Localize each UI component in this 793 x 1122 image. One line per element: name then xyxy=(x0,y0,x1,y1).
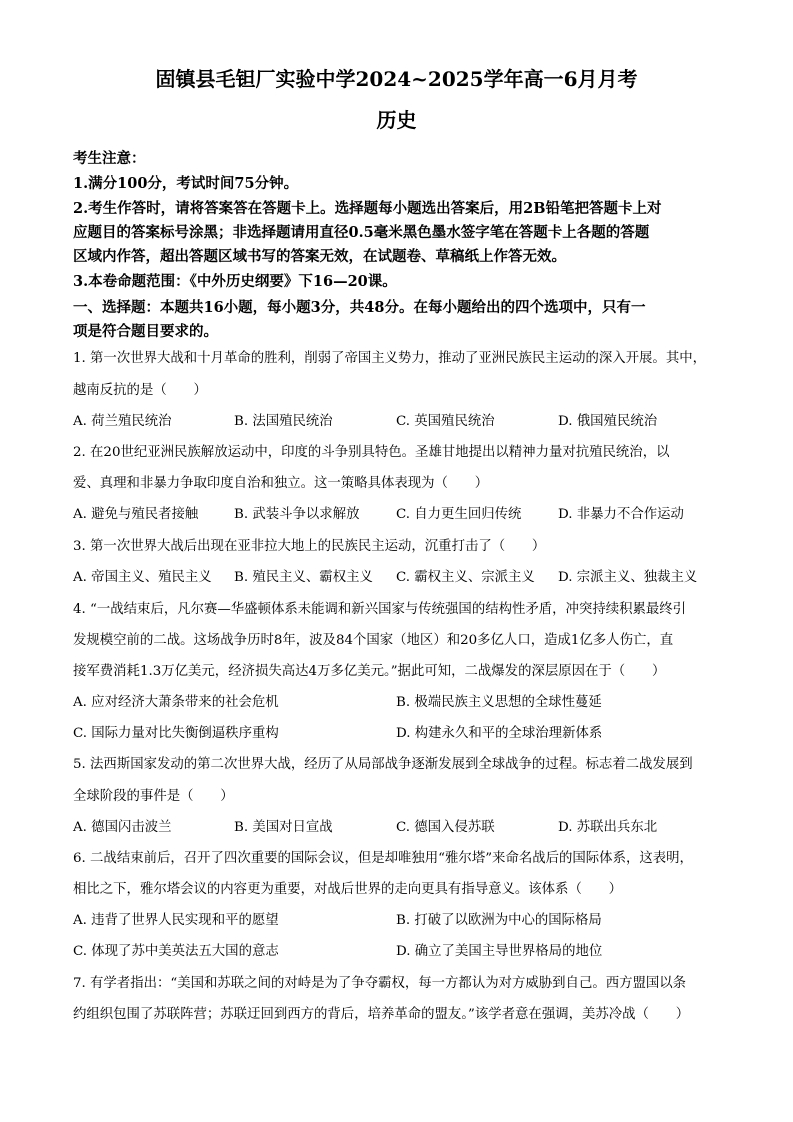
question-text: 爱、真理和非暴力争取印度自治和独立。这一策略具体表现为（ ） xyxy=(73,476,489,491)
option-a: A. 违背了世界人民实现和平的愿望 xyxy=(73,913,279,928)
notice-line: 1.满分100分，考试时间75分钟。 xyxy=(73,175,299,192)
question-text: 1. 第一次世界大战和十月革命的胜利，削弱了帝国主义势力，推动了亚洲民族民主运动的深入开展。其中， xyxy=(73,351,706,366)
section-heading: 一、选择题：本题共16小题，每小题3分，共48分。在每小题给出的四个选项中，只有一 xyxy=(73,299,646,316)
option-b: B. 法国殖民统治 xyxy=(234,414,333,429)
option-a: A. 避免与殖民者接触 xyxy=(73,507,199,522)
option-a: A. 荷兰殖民统治 xyxy=(73,414,172,429)
option-a: A. 德国闪击波兰 xyxy=(73,820,172,835)
question-text: 6. 二战结束前后，召开了四次重要的国际会议，但是却唯独用“雅尔塔”来命名战后的国际体系，这表明， xyxy=(73,851,693,866)
notice-heading: 考生注意： xyxy=(73,150,146,167)
option-d: D. 确立了美国主导世界格局的地位 xyxy=(396,944,603,959)
option-c: C. 体现了苏中美英法五大国的意志 xyxy=(73,944,279,959)
question-text: 4. “一战结束后，凡尔赛—华盛顿体系未能调和新兴国家与传统强国的结构性矛盾，冲突持续积累最终引 xyxy=(73,602,687,617)
question-text: 3. 第一次世界大战后出现在亚非拉大地上的民族民主运动，沉重打击了（ ） xyxy=(73,539,546,554)
question-text: 相比之下，雅尔塔会议的内容更为重要，对战后世界的走向更具有指导意义。该体系（ ） xyxy=(73,882,623,897)
question-text: 约组织包围了苏联阵营；苏联迂回到西方的背后，培养革命的盟友。”该学者意在强调，美苏冷战（ ） xyxy=(73,1007,690,1022)
question-text: 7. 有学者指出：“美国和苏联之间的对峙是为了争夺霸权，每一方都认为对方威胁到自己。西方盟国以条 xyxy=(73,976,687,991)
notice-line: 3.本卷命题范围：《中外历史纲要》下16—20课。 xyxy=(73,273,397,290)
option-c: C. 国际力量对比失衡倒逼秩序重构 xyxy=(73,726,279,741)
option-c: C. 自力更生回归传统 xyxy=(396,507,522,522)
option-c: C. 霸权主义、宗派主义 xyxy=(396,570,535,585)
notice-line: 2.考生作答时，请将答案答在答题卡上。选择题每小题选出答案后，用2B铅笔把答题卡上对 xyxy=(73,200,662,217)
notice-line: 应题目的答案标号涂黑；非选择题请用直径0.5毫米黑色墨水签字笔在答题卡上各题的答题 xyxy=(73,224,650,241)
exam-title: 固镇县毛钽厂实验中学2024~2025学年高一6月月考 xyxy=(155,67,638,91)
option-d: D. 宗派主义、独裁主义 xyxy=(558,570,698,585)
question-text: 越南反抗的是（ ） xyxy=(73,383,207,398)
option-b: B. 殖民主义、霸权主义 xyxy=(234,570,373,585)
option-a: A. 应对经济大萧条带来的社会危机 xyxy=(73,695,279,710)
option-b: B. 武装斗争以求解放 xyxy=(234,507,360,522)
option-b: B. 美国对日宣战 xyxy=(234,820,333,835)
option-d: D. 构建永久和平的全球治理新体系 xyxy=(396,726,603,741)
subject-title: 历史 xyxy=(376,108,417,132)
option-b: B. 极端民族主义思想的全球性蔓延 xyxy=(396,695,602,710)
option-b: B. 打破了以欧洲为中心的国际格局 xyxy=(396,913,602,928)
option-d: D. 苏联出兵东北 xyxy=(558,820,658,835)
question-text: 5. 法西斯国家发动的第二次世界大战，经历了从局部战争逐渐发展到全球战争的过程。标志着二战发展到 xyxy=(73,757,693,772)
notice-line: 区域内作答，超出答题区域书写的答案无效，在试题卷、草稿纸上作答无效。 xyxy=(73,248,566,265)
question-text: 发规模空前的二战。这场战争历时8年，波及84个国家（地区）和20多亿人口，造成1亿多人伤亡，直 xyxy=(73,633,674,648)
question-text: 全球阶段的事件是（ ） xyxy=(73,789,234,804)
section-heading: 项是符合题目要求的。 xyxy=(73,323,218,340)
option-c: C. 英国殖民统治 xyxy=(396,414,495,429)
option-d: D. 非暴力不合作运动 xyxy=(558,507,684,522)
option-c: C. 德国入侵苏联 xyxy=(396,820,495,835)
question-text: 接军费消耗1.3万亿美元，经济损失高达4万多亿美元。”据此可知，二战爆发的深层原因在于（ ） xyxy=(73,664,666,679)
option-d: D. 俄国殖民统治 xyxy=(558,414,658,429)
question-text: 2. 在20世纪亚洲民族解放运动中，印度的斗争别具特色。圣雄甘地提出以精神力量对抗殖民统治，以 xyxy=(73,445,670,460)
option-a: A. 帝国主义、殖民主义 xyxy=(73,570,212,585)
